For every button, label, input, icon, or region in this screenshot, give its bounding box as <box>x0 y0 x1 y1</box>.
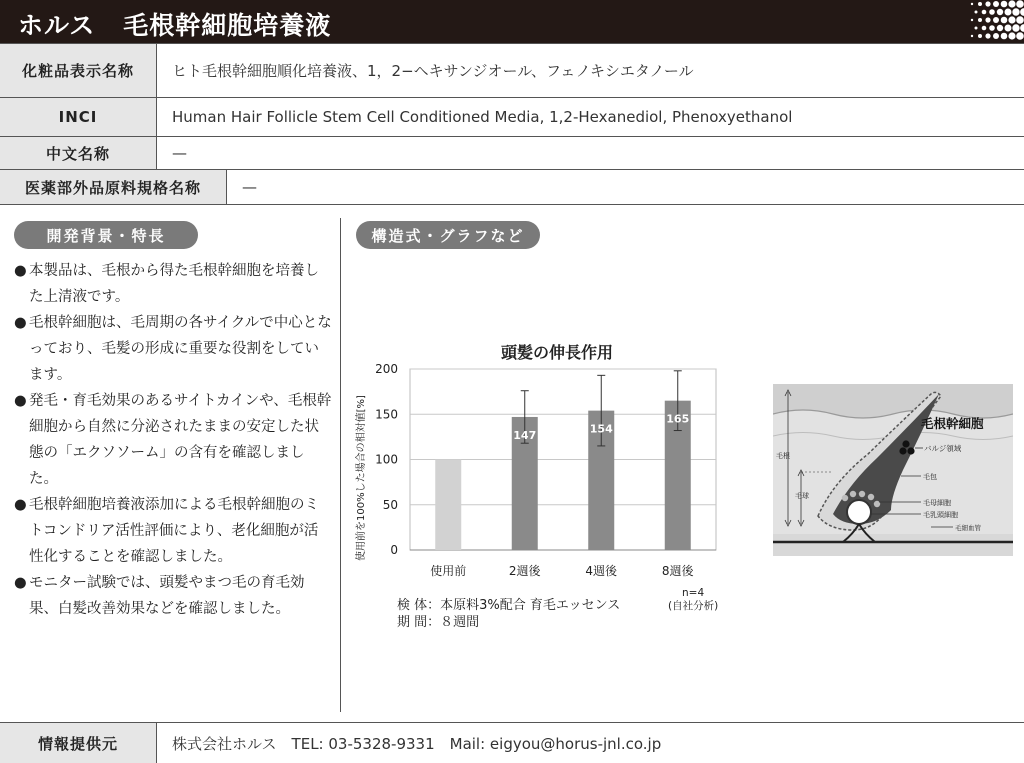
spec-label: 中文名称 <box>0 137 157 169</box>
capillary-label: 毛細血管 <box>955 524 981 532</box>
spec-value: Human Hair Follicle Stem Cell Conditioned Media, 1,2-Hexanediol, Phenoxyethanol <box>172 108 793 126</box>
bar-0 <box>435 460 461 551</box>
bullet-mark: ● <box>14 315 27 331</box>
spec-label: INCI <box>0 98 157 136</box>
sample-size-note <box>668 587 718 613</box>
period-note: 期 間：８週間 <box>397 615 480 630</box>
x-tick-label: 2週後 <box>508 564 541 578</box>
bullet-text: 毛根幹細胞培養液添加による毛根幹細胞のミトコンドリア活性評価により、老化細胞が活性化することを確認しました。 <box>29 497 319 565</box>
x-tick-label: 使用前 <box>430 564 467 578</box>
section-heading-chart: 構造式・グラフなど <box>356 221 540 249</box>
y-tick-label: 0 <box>390 543 398 557</box>
specimen-note: 検 体：本原料3%配合 育毛エッセンス <box>397 598 621 613</box>
chart-notes <box>397 597 620 631</box>
title-bar <box>0 0 1024 43</box>
chart-title: 頭髪の伸長作用 <box>500 343 614 362</box>
bullet-mark: ● <box>14 393 27 409</box>
feature-list <box>14 258 332 622</box>
bulge-label: バルジ領域 <box>924 444 962 453</box>
follicle-label: 毛包 <box>923 473 937 481</box>
list-item <box>14 310 332 388</box>
matrix-label: 毛母細胞 <box>923 499 951 507</box>
brand-name: ホルス <box>18 11 96 40</box>
root-label: 毛根 <box>776 452 790 460</box>
column-divider <box>340 218 341 712</box>
analysis-source: (自社分析) <box>668 600 719 612</box>
footer-contact: 株式会社ホルス TEL: 03-5328-9331 Mail: eigyou@horus-jnl.co.jp <box>172 734 662 753</box>
y-tick-label: 100 <box>375 452 398 467</box>
papilla-label: 毛乳頭細胞 <box>923 511 958 519</box>
hair-follicle-diagram <box>773 384 1013 556</box>
product-name: 毛根幹細胞培養液 <box>123 11 332 40</box>
spec-row-quasi-drug-name <box>0 170 1024 205</box>
bar-value-label: 147 <box>513 428 537 442</box>
y-tick-label: 150 <box>375 407 398 422</box>
sample-size: n=4 <box>682 587 705 599</box>
spec-label: 化粧品表示名称 <box>0 44 157 97</box>
spec-label: 医薬部外品原料規格名称 <box>0 170 227 204</box>
y-tick-label: 50 <box>382 497 398 512</box>
bulb-label: 毛球 <box>795 492 809 500</box>
bullet-text: 本製品は、毛根から得た毛根幹細胞を培養した上清液です。 <box>29 263 319 305</box>
page-title <box>18 6 331 42</box>
spec-row-chinese-name <box>0 137 1024 170</box>
list-item <box>14 258 332 310</box>
x-tick-label: 4週後 <box>585 564 618 578</box>
bullet-mark: ● <box>14 575 27 591</box>
spec-row-cosmetic-name <box>0 43 1024 98</box>
spec-row-inci <box>0 98 1024 137</box>
stem-cell-label: 毛根幹細胞 <box>921 416 984 431</box>
bar-value-label: 165 <box>666 412 690 426</box>
spec-value: ヒト毛根幹細胞順化培養液、1，2−ヘキサンジオール、フェノキシエタノール <box>172 62 694 80</box>
hair-growth-bar-chart <box>350 338 750 618</box>
list-item <box>14 570 332 622</box>
section-heading-background: 開発背景・特長 <box>14 221 198 249</box>
y-tick-label: 200 <box>375 362 398 376</box>
spec-value: — <box>172 144 187 162</box>
list-item <box>14 492 332 570</box>
chart-y-axis-label: 使用前を100%した場合の相対値[%] <box>356 395 367 561</box>
bullet-text: 毛根幹細胞は、毛周期の各サイクルで中心となっており、毛髪の形成に重要な役割をしています。 <box>29 315 332 383</box>
x-tick-label: 8週後 <box>661 564 694 578</box>
footer-label: 情報提供元 <box>0 723 157 763</box>
halftone-decoration-icon <box>964 0 1024 43</box>
bar-value-label: 154 <box>589 422 613 436</box>
bullet-mark: ● <box>14 497 27 513</box>
footer-row <box>0 723 1024 763</box>
bullet-text: モニター試験では、頭髪やまつ毛の育毛効果、白髪改善効果などを確認しました。 <box>29 575 305 617</box>
dermal-papilla-shape <box>847 500 871 524</box>
bullet-mark: ● <box>14 263 27 279</box>
list-item <box>14 388 332 492</box>
spec-value: — <box>242 178 257 196</box>
bullet-text: 発毛・育毛効果のあるサイトカインや、毛根幹細胞から自然に分泌されたままの安定した状態の「エクソソーム」の含有を確認しました。 <box>29 393 332 487</box>
